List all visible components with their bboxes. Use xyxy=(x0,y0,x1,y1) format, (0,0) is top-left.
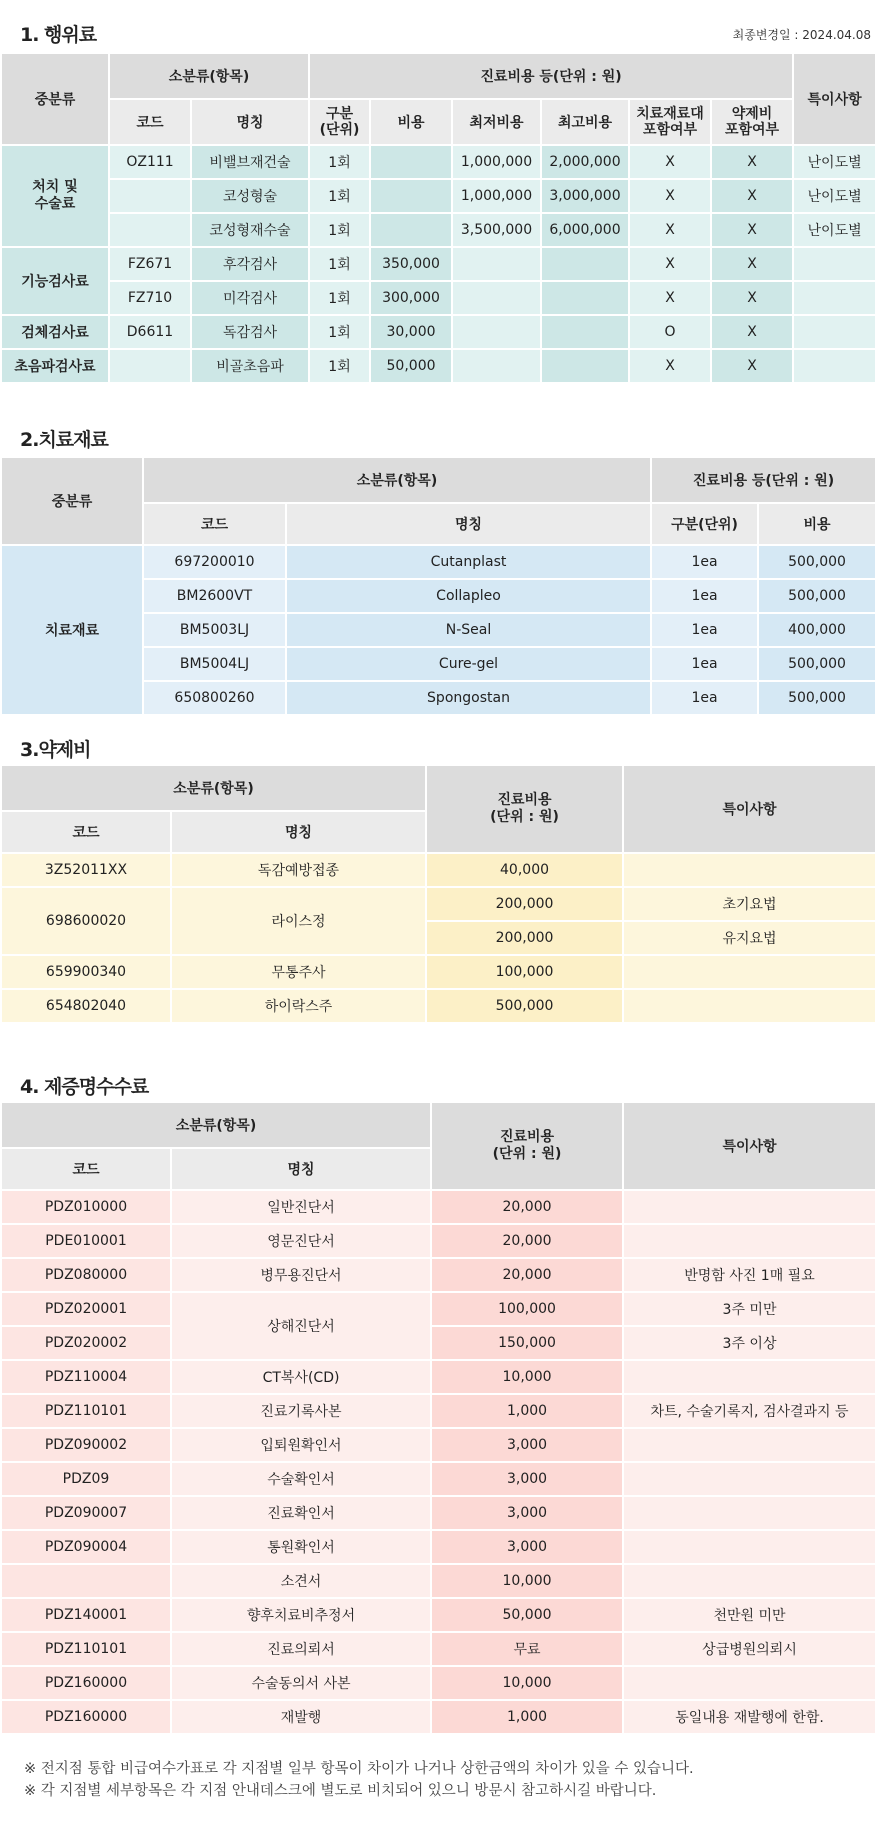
cell-name: 라이스정 xyxy=(171,887,426,955)
cell-fee xyxy=(370,179,452,213)
cell-note xyxy=(623,1360,875,1394)
cell-name: 입퇴원확인서 xyxy=(171,1428,431,1462)
cell-min: 1,000,000 xyxy=(452,145,541,179)
cell-name: 독감검사 xyxy=(191,315,309,349)
cell-note xyxy=(793,315,875,349)
table-row xyxy=(1,887,875,921)
header-material-included: 치료재료대 포함여부 xyxy=(629,99,711,145)
cell-note: 난이도별 xyxy=(793,213,875,247)
cell-fee: 3,000 xyxy=(431,1428,623,1462)
group-cell: 처치 및 수술료 xyxy=(1,145,109,247)
cell-note xyxy=(793,349,875,383)
table-row xyxy=(1,1258,875,1292)
cell-name: Collapleo xyxy=(286,579,651,613)
cell-note xyxy=(623,853,875,887)
cell-fee: 500,000 xyxy=(758,647,875,681)
cell-code: PDE010001 xyxy=(1,1224,171,1258)
cell-name: 영문진단서 xyxy=(171,1224,431,1258)
cell-name: 진료기록사본 xyxy=(171,1394,431,1428)
cell-note xyxy=(793,281,875,315)
cell-code xyxy=(1,1564,171,1598)
table-row xyxy=(1,1700,875,1734)
cell-max xyxy=(541,349,629,383)
section-title-certificates: 4. 제증명수수료 xyxy=(20,1076,149,1098)
cell-note xyxy=(623,1564,875,1598)
cell-drug: X xyxy=(711,213,793,247)
cell-code: PDZ090004 xyxy=(1,1530,171,1564)
cell-note xyxy=(623,1666,875,1700)
procedure-fee-table xyxy=(0,52,875,384)
cell-fee: 20,000 xyxy=(431,1258,623,1292)
table-row xyxy=(1,247,875,281)
cell-min xyxy=(452,349,541,383)
cell-note xyxy=(623,1190,875,1224)
table-row xyxy=(1,1598,875,1632)
cell-max xyxy=(541,247,629,281)
cell-code: BM2600VT xyxy=(143,579,286,613)
header-special: 특이사항 xyxy=(793,53,875,145)
cell-note: 천만원 미만 xyxy=(623,1598,875,1632)
header-unit: 구분(단위) xyxy=(651,503,758,545)
section-title-procedures: 1. 행위료 xyxy=(20,24,97,46)
header-code: 코드 xyxy=(1,811,171,853)
cell-note xyxy=(623,1530,875,1564)
cell-code: PDZ090007 xyxy=(1,1496,171,1530)
table-row xyxy=(1,1530,875,1564)
cell-code: BM5004LJ xyxy=(143,647,286,681)
cell-note: 3주 이상 xyxy=(623,1326,875,1360)
cell-fee: 1,000 xyxy=(431,1394,623,1428)
cell-name: 무통주사 xyxy=(171,955,426,989)
cell-name: CT복사(CD) xyxy=(171,1360,431,1394)
cell-code xyxy=(109,213,191,247)
cell-material: O xyxy=(629,315,711,349)
cell-code: PDZ160000 xyxy=(1,1666,171,1700)
table-row xyxy=(1,1428,875,1462)
cell-code: PDZ090002 xyxy=(1,1428,171,1462)
cell-note xyxy=(623,955,875,989)
cell-note: 난이도별 xyxy=(793,179,875,213)
drug-fee-table xyxy=(0,764,875,1024)
header-min: 최저비용 xyxy=(452,99,541,145)
cell-code: 650800260 xyxy=(143,681,286,715)
header-fee: 비용 xyxy=(758,503,875,545)
cell-unit: 1회 xyxy=(309,213,370,247)
cell-code: PDZ140001 xyxy=(1,1598,171,1632)
cell-note xyxy=(623,1496,875,1530)
cell-note xyxy=(623,1462,875,1496)
header-code: 코드 xyxy=(1,1148,171,1190)
cell-name: 코성형술 xyxy=(191,179,309,213)
cell-fee: 20,000 xyxy=(431,1190,623,1224)
cell-material: X xyxy=(629,213,711,247)
cell-name: 수술동의서 사본 xyxy=(171,1666,431,1700)
cell-code: 698600020 xyxy=(1,887,171,955)
cell-fee: 100,000 xyxy=(431,1292,623,1326)
cell-max xyxy=(541,281,629,315)
cell-max xyxy=(541,315,629,349)
cell-drug: X xyxy=(711,145,793,179)
cell-fee: 500,000 xyxy=(758,545,875,579)
table-row xyxy=(1,1632,875,1666)
cell-fee: 400,000 xyxy=(758,613,875,647)
cell-unit: 1ea xyxy=(651,647,758,681)
table-row xyxy=(1,213,875,247)
table-row xyxy=(1,1292,875,1326)
group-cell: 치료재료 xyxy=(1,545,143,715)
section-title-drugs: 3.약제비 xyxy=(20,739,91,761)
cell-code: PDZ020001 xyxy=(1,1292,171,1326)
cell-name: 코성형재수술 xyxy=(191,213,309,247)
cell-material: X xyxy=(629,349,711,383)
cell-fee: 40,000 xyxy=(426,853,623,887)
cell-unit: 1ea xyxy=(651,681,758,715)
cell-fee: 200,000 xyxy=(426,887,623,921)
cell-name: 재발행 xyxy=(171,1700,431,1734)
cell-fee: 3,000 xyxy=(431,1496,623,1530)
group-cell: 기능검사료 xyxy=(1,247,109,315)
header-mid-category: 중분류 xyxy=(1,457,143,545)
header-name: 명칭 xyxy=(286,503,651,545)
cell-min xyxy=(452,281,541,315)
header-special: 특이사항 xyxy=(623,1102,875,1190)
table-row xyxy=(1,1496,875,1530)
header-name: 명칭 xyxy=(171,1148,431,1190)
section-title-materials: 2.치료재료 xyxy=(20,429,108,451)
cell-fee: 300,000 xyxy=(370,281,452,315)
certificate-fee-table xyxy=(0,1101,875,1735)
header-drug-included: 약제비 포함여부 xyxy=(711,99,793,145)
cell-code: PDZ080000 xyxy=(1,1258,171,1292)
cell-note xyxy=(623,1224,875,1258)
cell-fee: 3,000 xyxy=(431,1462,623,1496)
cell-code: D6611 xyxy=(109,315,191,349)
table-row xyxy=(1,1394,875,1428)
header-fee: 비용 xyxy=(370,99,452,145)
table-row xyxy=(1,545,875,579)
cell-note: 차트, 수술기록지, 검사결과지 등 xyxy=(623,1394,875,1428)
cell-unit: 1회 xyxy=(309,281,370,315)
table-row xyxy=(1,1190,875,1224)
cell-code: 659900340 xyxy=(1,955,171,989)
header-sub-category: 소분류(항목) xyxy=(143,457,651,503)
cell-material: X xyxy=(629,145,711,179)
cell-code: 697200010 xyxy=(143,545,286,579)
table-row xyxy=(1,1462,875,1496)
table-row xyxy=(1,1326,875,1360)
cell-min xyxy=(452,247,541,281)
header-sub-category: 소분류(항목) xyxy=(109,53,309,99)
cell-fee xyxy=(370,213,452,247)
table-row xyxy=(1,989,875,1023)
cell-fee: 1,000 xyxy=(431,1700,623,1734)
header-cost: 진료비용 등(단위 : 원) xyxy=(309,53,793,99)
group-cell: 초음파검사료 xyxy=(1,349,109,383)
header-code: 코드 xyxy=(109,99,191,145)
cell-note xyxy=(793,247,875,281)
cell-name: 미각검사 xyxy=(191,281,309,315)
cell-note xyxy=(623,1428,875,1462)
cell-unit: 1회 xyxy=(309,179,370,213)
cell-fee: 10,000 xyxy=(431,1360,623,1394)
cell-code: 3Z52011XX xyxy=(1,853,171,887)
cell-code: PDZ160000 xyxy=(1,1700,171,1734)
cell-drug: X xyxy=(711,179,793,213)
header-unit: 구분 (단위) xyxy=(309,99,370,145)
cell-unit: 1회 xyxy=(309,349,370,383)
table-row xyxy=(1,1564,875,1598)
cell-code: PDZ010000 xyxy=(1,1190,171,1224)
cell-note: 반명함 사진 1매 필요 xyxy=(623,1258,875,1292)
header-code: 코드 xyxy=(143,503,286,545)
header-max: 최고비용 xyxy=(541,99,629,145)
cell-fee: 10,000 xyxy=(431,1666,623,1700)
cell-drug: X xyxy=(711,315,793,349)
cell-drug: X xyxy=(711,349,793,383)
cell-code: PDZ110004 xyxy=(1,1360,171,1394)
table-row xyxy=(1,955,875,989)
cell-fee: 150,000 xyxy=(431,1326,623,1360)
cell-code: PDZ020002 xyxy=(1,1326,171,1360)
cell-code: FZ710 xyxy=(109,281,191,315)
header-name: 명칭 xyxy=(191,99,309,145)
cell-unit: 1ea xyxy=(651,545,758,579)
cell-fee: 10,000 xyxy=(431,1564,623,1598)
header-cost: 진료비용 (단위 : 원) xyxy=(431,1102,623,1190)
table-row xyxy=(1,349,875,383)
cell-fee: 100,000 xyxy=(426,955,623,989)
cell-fee: 200,000 xyxy=(426,921,623,955)
cell-fee: 50,000 xyxy=(370,349,452,383)
cell-material: X xyxy=(629,281,711,315)
cell-note: 유지요법 xyxy=(623,921,875,955)
footnotes xyxy=(24,1758,694,1802)
cell-min xyxy=(452,315,541,349)
cell-name: 통원확인서 xyxy=(171,1530,431,1564)
cell-fee: 50,000 xyxy=(431,1598,623,1632)
table-row xyxy=(1,853,875,887)
cell-name: Spongostan xyxy=(286,681,651,715)
footnote: ※ 각 지점별 세부항목은 각 지점 안내데스크에 별도로 비치되어 있으니 방문시 참고하시길 바랍니다. xyxy=(24,1783,657,1799)
cell-name: 병무용진단서 xyxy=(171,1258,431,1292)
cell-code xyxy=(109,349,191,383)
cell-name: 독감예방접종 xyxy=(171,853,426,887)
cell-fee xyxy=(370,145,452,179)
cell-fee: 350,000 xyxy=(370,247,452,281)
cell-name: N-Seal xyxy=(286,613,651,647)
header-cost: 진료비용 (단위 : 원) xyxy=(426,765,623,853)
cell-note: 3주 미만 xyxy=(623,1292,875,1326)
table-row xyxy=(1,179,875,213)
cell-fee: 500,000 xyxy=(758,579,875,613)
cell-fee: 20,000 xyxy=(431,1224,623,1258)
cell-name: 하이락스주 xyxy=(171,989,426,1023)
cell-note: 동일내용 재발행에 한함. xyxy=(623,1700,875,1734)
cell-min: 3,500,000 xyxy=(452,213,541,247)
cell-name: 소견서 xyxy=(171,1564,431,1598)
cell-code: BM5003LJ xyxy=(143,613,286,647)
cell-code: 654802040 xyxy=(1,989,171,1023)
cell-fee: 무료 xyxy=(431,1632,623,1666)
cell-code: OZ111 xyxy=(109,145,191,179)
cell-name: 후각검사 xyxy=(191,247,309,281)
cell-name: 진료확인서 xyxy=(171,1496,431,1530)
cell-note xyxy=(623,989,875,1023)
cell-unit: 1ea xyxy=(651,579,758,613)
cell-name: 일반진단서 xyxy=(171,1190,431,1224)
cell-min: 1,000,000 xyxy=(452,179,541,213)
cell-code: PDZ110101 xyxy=(1,1394,171,1428)
cell-code: PDZ110101 xyxy=(1,1632,171,1666)
cell-name: Cutanplast xyxy=(286,545,651,579)
cell-note: 난이도별 xyxy=(793,145,875,179)
cell-max: 3,000,000 xyxy=(541,179,629,213)
cell-name: Cure-gel xyxy=(286,647,651,681)
cell-unit: 1회 xyxy=(309,247,370,281)
header-name: 명칭 xyxy=(171,811,426,853)
header-sub-category: 소분류(항목) xyxy=(1,1102,431,1148)
header-cost: 진료비용 등(단위 : 원) xyxy=(651,457,875,503)
cell-code: FZ671 xyxy=(109,247,191,281)
material-fee-table xyxy=(0,456,875,716)
header-special: 특이사항 xyxy=(623,765,875,853)
cell-name: 비골초음파 xyxy=(191,349,309,383)
cell-material: X xyxy=(629,179,711,213)
table-row xyxy=(1,1224,875,1258)
table-row xyxy=(1,315,875,349)
footnote: ※ 전지점 통합 비급여수가표로 각 지점별 일부 항목이 차이가 나거나 상한금액의 차이가 있을 수 있습니다. xyxy=(24,1761,694,1777)
header-mid-category: 중분류 xyxy=(1,53,109,145)
table-row xyxy=(1,1360,875,1394)
cell-drug: X xyxy=(711,281,793,315)
cell-unit: 1ea xyxy=(651,613,758,647)
table-row xyxy=(1,1666,875,1700)
cell-fee: 500,000 xyxy=(758,681,875,715)
cell-fee: 30,000 xyxy=(370,315,452,349)
cell-note: 초기요법 xyxy=(623,887,875,921)
cell-fee: 500,000 xyxy=(426,989,623,1023)
table-row xyxy=(1,281,875,315)
cell-name: 진료의뢰서 xyxy=(171,1632,431,1666)
cell-name: 상해진단서 xyxy=(171,1292,431,1360)
cell-material: X xyxy=(629,247,711,281)
cell-fee: 3,000 xyxy=(431,1530,623,1564)
group-cell: 검체검사료 xyxy=(1,315,109,349)
last-updated: 최종변경일 : 2024.04.08 xyxy=(732,28,871,42)
cell-code: PDZ09 xyxy=(1,1462,171,1496)
cell-code xyxy=(109,179,191,213)
cell-note: 상급병원의뢰시 xyxy=(623,1632,875,1666)
header-sub-category: 소분류(항목) xyxy=(1,765,426,811)
cell-name: 비밸브재건술 xyxy=(191,145,309,179)
table-row xyxy=(1,145,875,179)
cell-unit: 1회 xyxy=(309,315,370,349)
cell-name: 향후치료비추정서 xyxy=(171,1598,431,1632)
cell-max: 6,000,000 xyxy=(541,213,629,247)
cell-unit: 1회 xyxy=(309,145,370,179)
cell-drug: X xyxy=(711,247,793,281)
cell-name: 수술확인서 xyxy=(171,1462,431,1496)
cell-max: 2,000,000 xyxy=(541,145,629,179)
